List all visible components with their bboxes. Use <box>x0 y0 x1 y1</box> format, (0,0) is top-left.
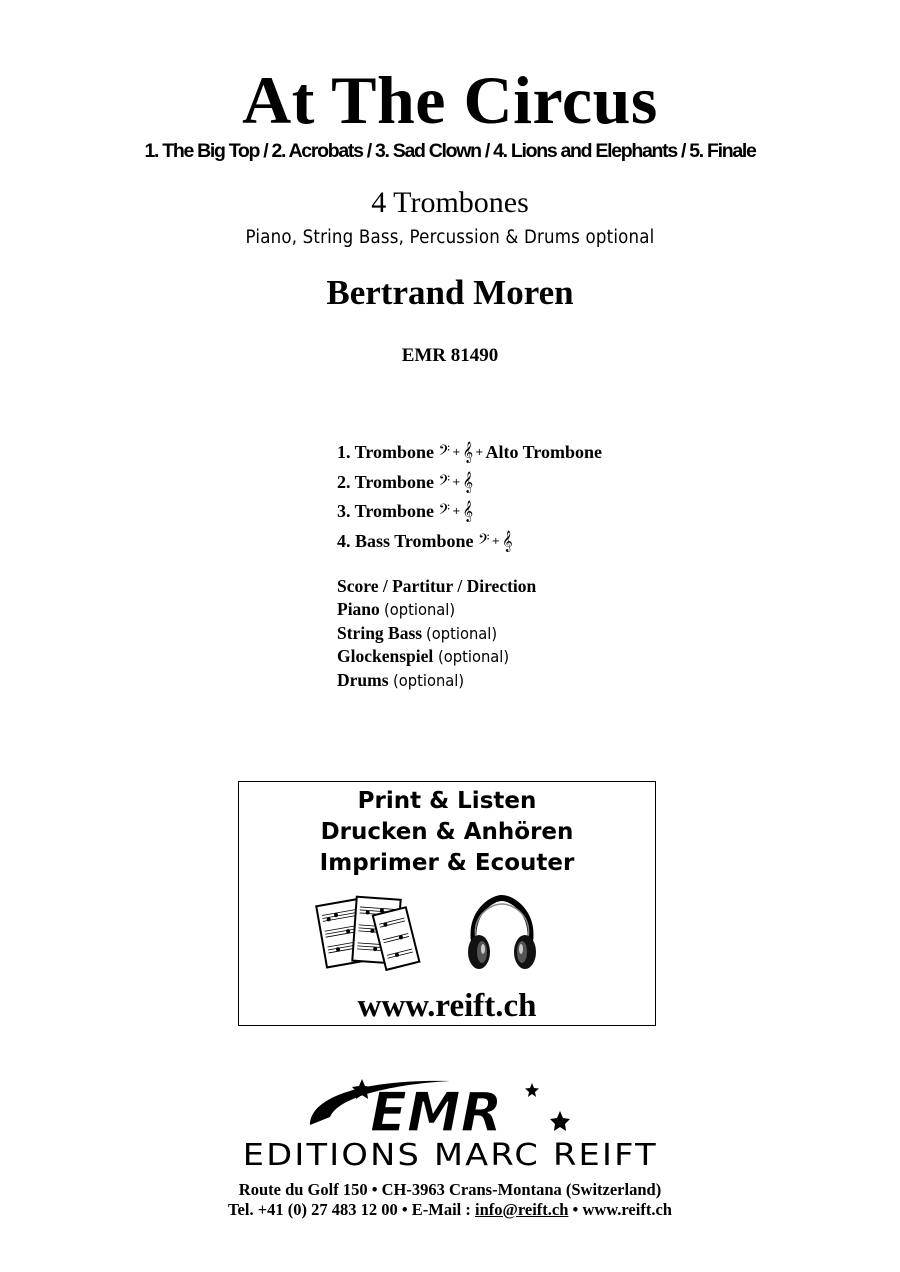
website-link[interactable]: www.reift.ch <box>582 1200 672 1219</box>
treble-clef-icon: 𝄞 <box>462 501 474 522</box>
print-listen-box <box>238 781 656 1026</box>
plus-sign: + <box>475 447 484 458</box>
plus-sign: + <box>452 476 461 488</box>
page-title: At The Circus <box>242 62 658 138</box>
instrumentation: 4 Trombones <box>371 186 529 219</box>
promo-website: www.reift.ch <box>357 988 537 1024</box>
emr-logo-text: EMR <box>370 1081 503 1137</box>
composer-name: Bertrand Moren <box>326 273 574 312</box>
extra-part-note: (optional) <box>392 671 465 691</box>
part-label: 1. Trombone <box>337 442 435 462</box>
separator: • <box>401 1200 408 1219</box>
emr-logo <box>300 1075 600 1137</box>
part-label: 2. Trombone <box>337 471 435 492</box>
plus-sign: + <box>491 535 500 547</box>
bass-clef-icon: 𝄢 <box>438 471 451 493</box>
extra-part-piano <box>337 598 737 622</box>
extra-part-note: (optional) <box>384 599 456 619</box>
phone-number: Tel. +41 (0) 27 483 12 00 <box>228 1200 398 1219</box>
bass-clef-icon: 𝄢 <box>438 442 451 463</box>
headphones-icon <box>462 894 542 974</box>
part-item <box>337 438 737 468</box>
bass-clef-icon: 𝄢 <box>478 530 490 552</box>
optional-instruments: Piano, String Bass, Percussion & Drums optional <box>245 227 655 248</box>
separator: • <box>572 1200 579 1219</box>
extra-part-name: Drums <box>337 670 389 691</box>
part-extra: Alto Trombone <box>485 442 603 462</box>
part-label: 4. Bass Trombone <box>337 530 474 551</box>
plus-sign: + <box>452 447 461 458</box>
bass-clef-icon: 𝄢 <box>438 501 451 522</box>
extra-part-score <box>337 575 737 598</box>
email-label: E-Mail : <box>411 1200 471 1219</box>
extra-part-glockenspiel <box>337 645 737 669</box>
part-item <box>337 497 737 527</box>
extra-part-drums <box>337 669 737 693</box>
extra-part-name: Piano <box>337 598 380 619</box>
treble-clef-icon: 𝄞 <box>462 442 474 463</box>
publisher-address: Route du Golf 150 • CH-3963 Crans-Montana (Switzerland) <box>238 1180 662 1199</box>
plus-sign: + <box>452 506 461 517</box>
publisher-contact <box>0 1199 900 1221</box>
additional-parts <box>337 575 737 693</box>
parts-list <box>337 438 737 556</box>
part-item <box>337 468 737 498</box>
publisher-name-text: EDITIONS MARC REIFT <box>242 1138 658 1173</box>
publisher-name <box>0 1138 900 1174</box>
promo-line-en: Print & Listen <box>357 788 537 814</box>
email-link[interactable]: info@reift.ch <box>475 1200 569 1219</box>
extra-part-note: (optional) <box>437 647 509 667</box>
extra-part-name: Score / Partitur / Direction <box>337 576 537 596</box>
treble-clef-icon: 𝄞 <box>462 471 474 493</box>
promo-line-de: Drucken & Anhören <box>320 819 574 845</box>
promo-line-fr: Imprimer & Ecouter <box>319 850 575 876</box>
part-label: 3. Trombone <box>337 501 435 521</box>
extra-part-name: Glockenspiel <box>337 646 434 667</box>
extra-part-string-bass <box>337 622 737 646</box>
part-item <box>337 527 737 557</box>
catalog-number: EMR 81490 <box>401 345 499 366</box>
extra-part-name: String Bass <box>337 622 423 643</box>
movement-list: 1. The Big Top / 2. Acrobats / 3. Sad Clown / 4. Lions and Elephants / 5. Finale <box>144 140 756 162</box>
sheet-music-icon <box>314 892 424 977</box>
extra-part-note: (optional) <box>426 623 498 643</box>
treble-clef-icon: 𝄞 <box>502 530 513 552</box>
